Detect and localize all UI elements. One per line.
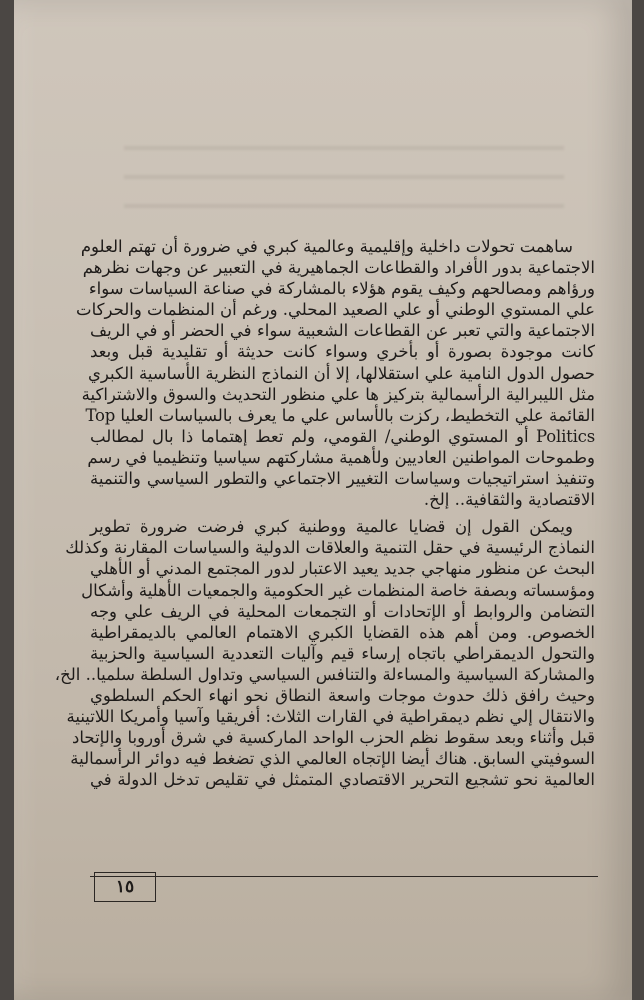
text-line: علي المستوي الوطني أو علي الصعيد المحلي. ورغم أن المنظمات والحركات: [76, 300, 595, 320]
text-line: القائمة علي التخطيط، ركزت بالأساس علي ما يعرف بالسياسات العليا Top: [85, 405, 595, 425]
text-line: السوفيتي السابق. هناك أيضا الإتجاه العالمي الذي تضغط فيه دوائر الرأسمالية: [70, 749, 595, 769]
text-line: ويمكن القول إن قضايا عالمية ووطنية كبري فرضت ضرورة تطوير: [90, 517, 573, 537]
text-line: البحث عن منظور منهاجي جديد يعيد الاعتبار لدور المجتمع المدني أو الأهلي: [90, 559, 595, 579]
text-line: ورؤاهم ومصالحهم وكيف يقوم هؤلاء بالمشاركة في صناعة السياسات سواء: [88, 279, 595, 299]
text-line: التضامن والروابط أو الإتحادات أو التجمعات المحلية في الريف علي وجه: [90, 601, 595, 621]
book-page: [14, 0, 632, 1000]
text-line: Politics أو المستوي الوطني/ القومي، ولم تعط إهتماما ذا بال لمطالب: [90, 426, 595, 446]
text-line: والمشاركة السياسية والمساءلة والتنافس السياسي وتداول السلطة سلميا.. الخ،: [54, 664, 595, 684]
text-line: والانتقال إلي نظم ديمقراطية في القارات الثلاث: أفريقيا وآسيا وأمريكا اللاتينية: [66, 707, 595, 727]
text-line: الخصوص. ومن أهم هذه القضايا الكبري الاهتمام العالمي بالديمقراطية: [90, 622, 595, 642]
show-through-text: [124, 132, 564, 222]
paragraph-2: [54, 516, 595, 790]
body-text: [54, 236, 595, 790]
text-line: وتنفيذ استراتيجيات وسياسات التغيير الاجتماعي والتطور السياسي والتنمية: [90, 469, 595, 489]
text-line: حصول الدول النامية علي استقلالها، إلا أن النماذج النظرية الأساسية الكبري: [88, 363, 595, 383]
text-line: مثل الليبرالية الرأسمالية بتركيز ها علي منظور التحديث والسوق والاشتراكية: [81, 384, 595, 404]
footer-rule: [90, 876, 598, 877]
text-line: الاجتماعية بدور الأفراد والقطاعات الجماهيرية في التعبير عن وجهات نظرهم: [82, 258, 595, 278]
text-line: ومؤسساته وبصفة خاصة المنظمات غير الحكومية والجمعيات الأهلية وأشكال: [81, 580, 595, 600]
text-line: الاجتماعية والتي تعبر عن القطاعات الشعبية سواء في الحضر أو في الريف: [90, 321, 595, 341]
text-line: الاقتصادية والثقافية.. إلخ.: [423, 490, 595, 510]
text-line: كانت موجودة بصورة أو بأخري وسواء كانت حديثة أو تقليدية قبل وبعد: [90, 342, 595, 362]
text-line: قبل وأثناء وبعد سقوط نظم الحزب الواحد الماركسية في شرق أوروبا والإتحاد: [72, 728, 595, 748]
paragraph-1: [76, 236, 595, 510]
text-line: وحيث رافق ذلك حدوث موجات واسعة النطاق نحو انهاء الحكم السلطوي: [90, 685, 595, 705]
page-number: ١٥: [94, 872, 156, 902]
text-line: ساهمت تحولات داخلية وإقليمية وعالمية كبري في ضرورة أن تهتم العلوم: [80, 237, 573, 256]
text-line: العالمية نحو تشجيع التحرير الاقتصادي المتمثل في تقليص تدخل الدولة في: [90, 770, 595, 790]
text-line: والتحول الديمقراطي باتجاه إرساء قيم وآليات التعددية السياسية والحزبية: [90, 643, 595, 663]
text-line: النماذج الرئيسية في حقل التنمية والعلاقات الدولية والسياسات المقارنة وكذلك: [65, 538, 595, 558]
text-line: وطموحات المواطنين العاديين ولأهمية مشاركتهم سياسيا وتنظيميا في رسم: [87, 447, 595, 467]
